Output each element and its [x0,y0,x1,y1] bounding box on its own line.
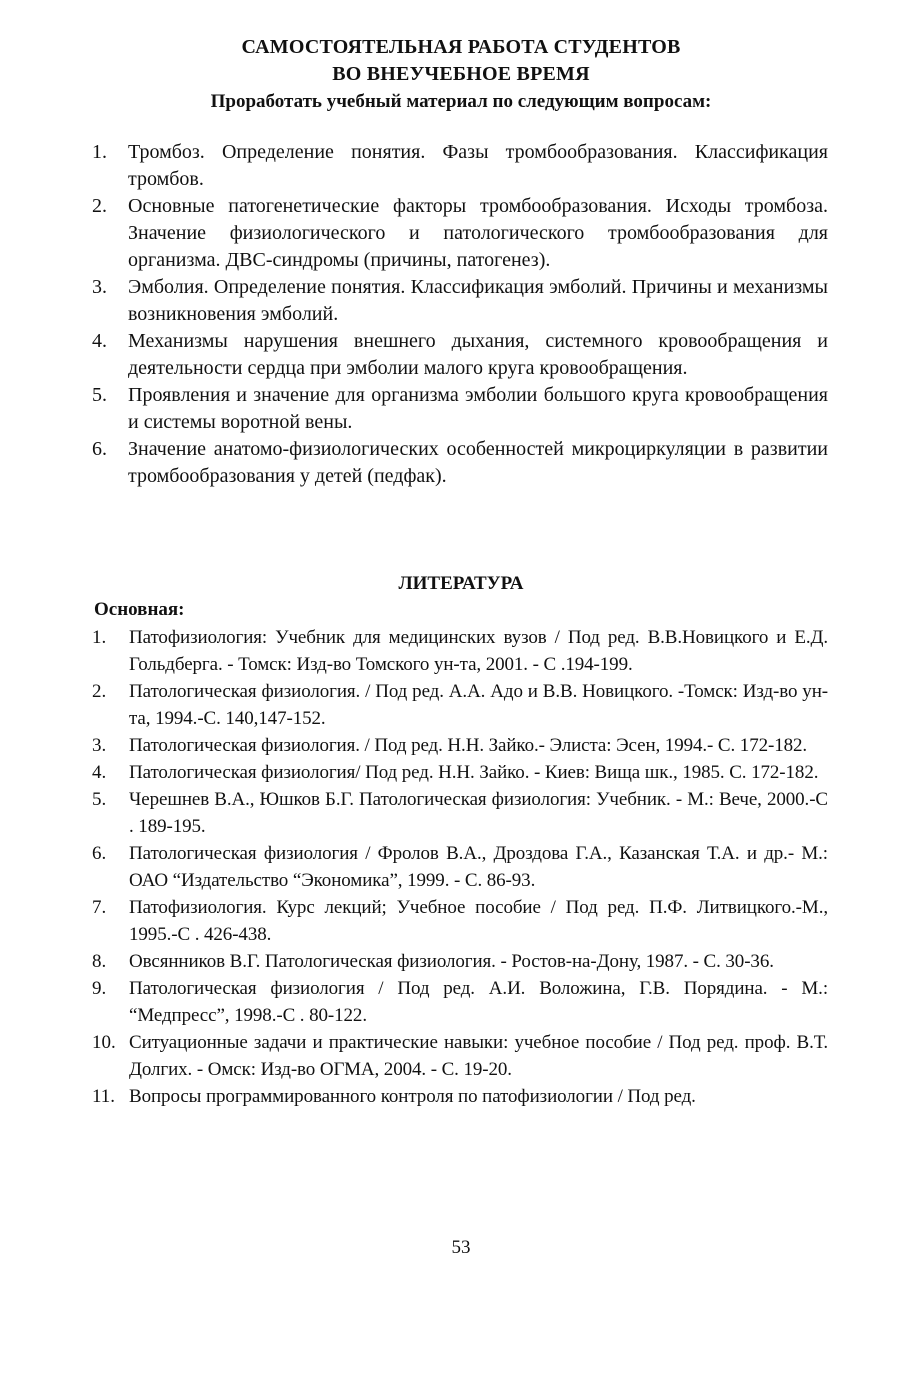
item-number: 6. [92,438,107,460]
item-text: Проявления и значение для организма эмболии большого круга кровообращения и системы воротной вены. [128,384,828,433]
reference-text: Патологическая физиология/ Под ред. Н.Н. Зайко. - Киев: Вища шк., 1985. С. 172-182. [129,762,819,783]
reference-number: 10. [92,1032,116,1053]
reference-number: 7. [92,897,107,918]
reference-item [92,678,828,732]
list-item [92,382,828,436]
item-number: 4. [92,330,107,352]
reference-item [92,840,828,894]
reference-item [92,732,828,759]
reference-text: Патологическая физиология. / Под ред. Н.Н. Зайко.- Элиста: Эсен, 1994.- С. 172-182. [129,735,808,756]
reference-item [92,1029,828,1083]
reference-number: 2. [92,681,107,702]
item-number: 2. [92,195,107,217]
reference-number: 11. [92,1086,116,1107]
page-header [0,34,922,115]
title-line-2: ВО ВНЕУЧЕБНОЕ ВРЕМЯ [332,63,590,85]
reference-text: Патофизиология: Учебник для медицинских вузов / Под ред. В.В.Новицкого и Е.Д. Гольдберга. - Томск: Изд-во Томского ун-та, 2001. - С .194-199. [129,627,828,675]
reference-text: Патофизиология. Курс лекций; Учебное пособие / Под ред. П.Ф. Литвицкого.-М., 1995.-С . 426-438. [129,897,828,945]
reference-text: Черешнев В.А., Юшков Б.Г. Патологическая физиология: Учебник. - М.: Вече, 2000.-С . 189-195. [129,789,828,837]
item-text: Значение анатомо-физиологических особенностей микроциркуляции в развитии тромбообразования у детей (педфак). [128,438,828,487]
literature-section-label: Основная: [94,599,185,620]
item-number: 3. [92,276,107,298]
list-item [92,328,828,382]
reference-number: 3. [92,735,107,756]
reference-number: 1. [92,627,107,648]
list-item [92,436,828,490]
list-item [92,274,828,328]
reference-number: 8. [92,951,107,972]
questions-list [92,139,828,490]
reference-item [92,624,828,678]
reference-number: 9. [92,978,107,999]
reference-item [92,759,828,786]
reference-item [92,786,828,840]
reference-item [92,975,828,1029]
item-number: 5. [92,384,107,406]
reference-number: 5. [92,789,107,810]
item-text: Эмболия. Определение понятия. Классификация эмболий. Причины и механизмы возникновения эмболий. [128,276,828,325]
reference-text: Патологическая физиология / Под ред. А.И. Воложина, Г.В. Порядина. - М.: “Медпресс”, 1998.-С . 80-122. [129,978,828,1026]
item-text: Механизмы нарушения внешнего дыхания, системного кровообращения и деятельности сердца при эмболии малого круга кровообращения. [128,330,828,379]
literature-title: ЛИТЕРАТУРА [398,573,524,594]
page-number: 53 [451,1237,471,1258]
reference-text: Ситуационные задачи и практические навыки: учебное пособие / Под ред. проф. В.Т. Долгих. - Омск: Изд-во ОГМА, 2004. - С. 19-20. [129,1032,828,1080]
reference-text: Патологическая физиология / Фролов В.А., Дроздова Г.А., Казанская Т.А. и др.- М.: ОАО “Издательство “Экономика”, 1999. - С. 86-93. [129,843,828,891]
reference-item [92,1083,828,1110]
subtitle: Проработать учебный материал по следующим вопросам: [210,91,712,112]
item-text: Тромбоз. Определение понятия. Фазы тромбообразования. Классификация тромбов. [128,141,828,190]
list-item [92,193,828,274]
item-number: 1. [92,141,107,163]
item-text: Основные патогенетические факторы тромбообразования. Исходы тромбоза. Значение физиологического и патологического тромбообразования для организма. ДВС-синдромы (причины, патогенез). [128,195,828,271]
reference-text: Овсянников В.Г. Патологическая физиология. - Ростов-на-Дону, 1987. - С. 30-36. [129,951,774,972]
reference-number: 4. [92,762,107,783]
reference-item [92,894,828,948]
reference-text: Патологическая физиология. / Под ред. А.А. Адо и В.В. Новицкого. -Томск: Изд-во ун-та, 1994.-С. 140,147-152. [129,681,828,729]
list-item [92,139,828,193]
reference-item [92,948,828,975]
reference-number: 6. [92,843,107,864]
references-list [92,624,828,1110]
reference-text: Вопросы программированного контроля по патофизиологии / Под ред. [129,1086,696,1107]
title-line-1: САМОСТОЯТЕЛЬНАЯ РАБОТА СТУДЕНТОВ [241,36,681,58]
